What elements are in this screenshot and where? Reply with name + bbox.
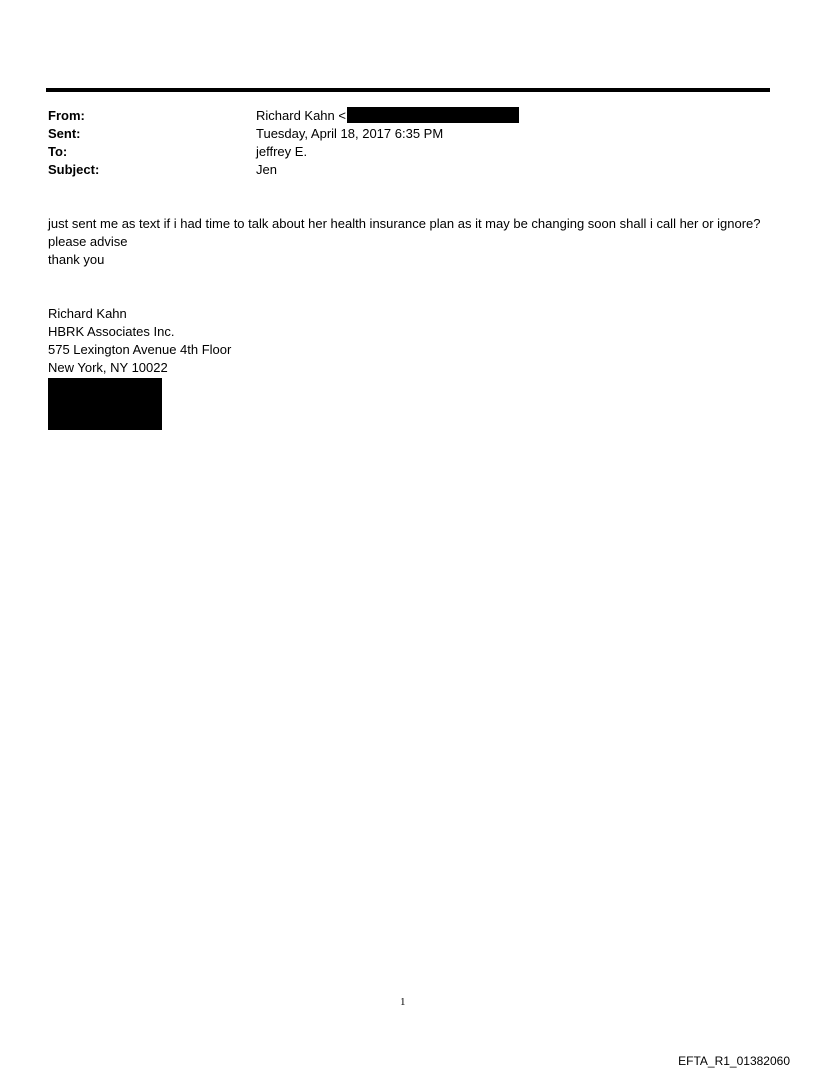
message-body <box>48 215 768 269</box>
signature-name: Richard Kahn <box>48 306 127 321</box>
body-line: thank you <box>48 252 105 267</box>
header-divider <box>46 88 770 92</box>
subject-value: Jen <box>256 162 277 177</box>
to-value: jeffrey E. <box>256 144 308 159</box>
from-sender: Richard Kahn < <box>256 108 346 123</box>
sent-label: Sent: <box>48 126 81 141</box>
document-id: EFTA_R1_01382060 <box>678 1054 790 1068</box>
page-number: 1 <box>400 996 406 1008</box>
from-value <box>256 107 519 125</box>
signature-address-line: 575 Lexington Avenue 4th Floor <box>48 342 232 357</box>
redaction-email <box>347 107 519 123</box>
from-label: From: <box>48 108 85 123</box>
to-label: To: <box>48 144 68 159</box>
sent-value: Tuesday, April 18, 2017 6:35 PM <box>256 126 444 141</box>
subject-label: Subject: <box>48 162 100 177</box>
signature-address-line: New York, NY 10022 <box>48 360 168 375</box>
signature-block <box>48 305 231 377</box>
signature-company: HBRK Associates Inc. <box>48 324 175 339</box>
body-line: just sent me as text if i had time to talk about her health insurance plan as it may be changing soon shall i call her or ignore? <box>48 216 761 231</box>
body-line: please advise <box>48 234 128 249</box>
redaction-block <box>48 378 162 430</box>
